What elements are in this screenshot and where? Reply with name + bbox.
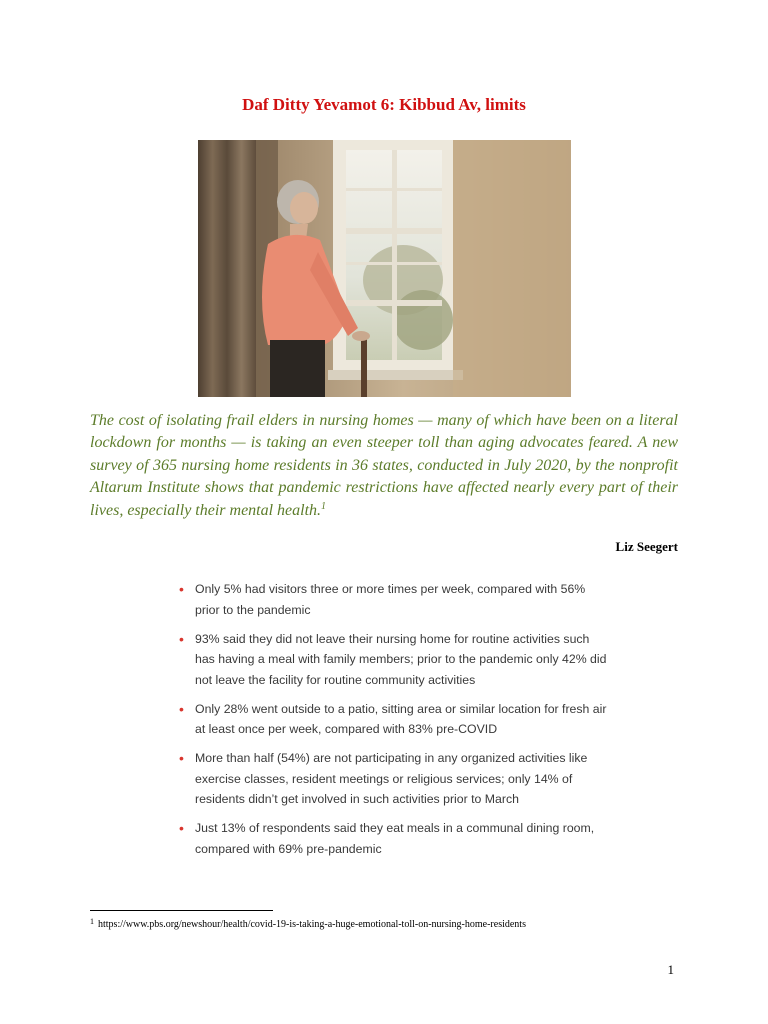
quote-author: Liz Seegert bbox=[615, 539, 678, 554]
footnote bbox=[90, 917, 526, 930]
list-item-text: Only 28% went outside to a patio, sitting area or similar location for fresh air at least once per week, compared with 83% pre-COVID bbox=[195, 701, 607, 736]
survey-findings-list bbox=[178, 579, 608, 868]
pull-quote bbox=[90, 410, 678, 522]
document-title: Daf Ditty Yevamot 6: Kibbud Av, limits bbox=[242, 95, 526, 114]
footnote-link[interactable]: https://www.pbs.org/newshour/health/covid-19-is-taking-a-huge-emotional-toll-on-nursing-home-residents bbox=[98, 919, 526, 930]
list-item bbox=[178, 699, 608, 740]
page-number: 1 bbox=[667, 962, 674, 977]
list-item-text: Only 5% had visitors three or more times per week, compared with 56% prior to the pandemic bbox=[195, 582, 586, 617]
list-item bbox=[178, 629, 608, 691]
bullet-icon: • bbox=[179, 581, 184, 597]
bullet-icon: • bbox=[179, 820, 184, 836]
list-item bbox=[178, 748, 608, 810]
bullet-icon: • bbox=[179, 630, 184, 647]
bullet-icon: • bbox=[179, 700, 184, 717]
bullet-icon: • bbox=[179, 750, 184, 766]
list-item bbox=[178, 579, 608, 620]
list-item-text: 93% said they did not leave their nursing home for routine activities such has having a meal with family members; prior to the pandemic only 42% did not leave the facility for routine community activities bbox=[195, 631, 607, 687]
list-item-text: Just 13% of respondents said they eat meals in a communal dining room, compared with 69% pre-pandemic bbox=[195, 821, 595, 856]
elderly-woman-at-window-photo bbox=[198, 140, 571, 397]
list-item-text: More than half (54%) are not participating in any organized activities like exercise classes, resident meetings or religious services; only 14% of residents didn’t get involved in such activities prior to March bbox=[195, 751, 588, 806]
quote-footnote-ref[interactable]: 1 bbox=[321, 500, 327, 512]
list-item bbox=[178, 818, 608, 859]
footnote-divider bbox=[90, 910, 273, 911]
footnote-number: 1 bbox=[90, 917, 94, 926]
quote-text: The cost of isolating frail elders in nursing homes — many of which have been on a literal lockdown for months — is taking an even steeper toll than aging advocates feared. A new survey of 365 nursing home residents in 36 states, conducted in July 2020, by the nonprofit Altarum Institute shows that pandemic restrictions have affected nearly every part of their lives, especially their mental health. bbox=[90, 412, 678, 519]
